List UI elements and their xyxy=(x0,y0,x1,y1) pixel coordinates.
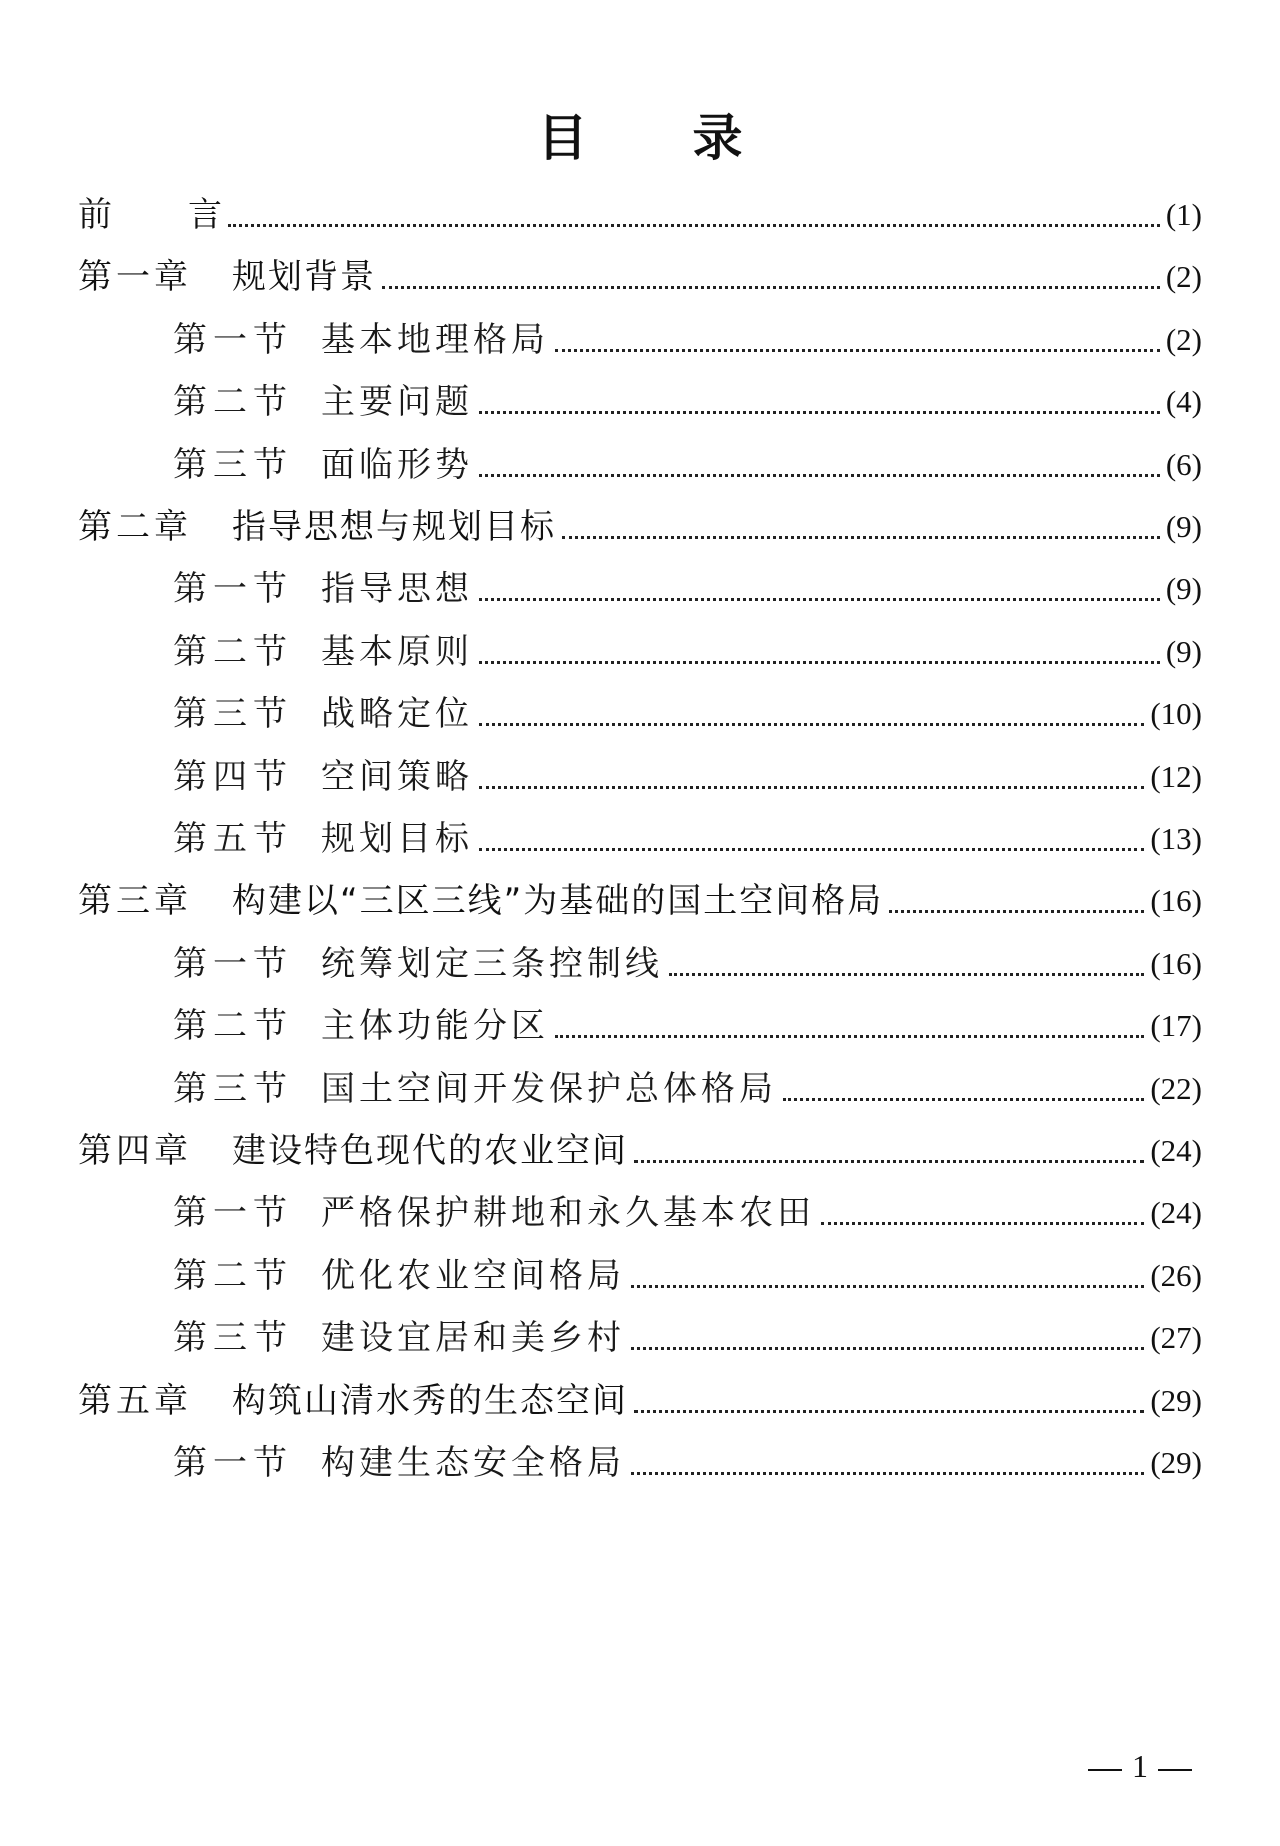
toc-section-row[interactable] xyxy=(173,814,1202,864)
toc-entry-title: 指导思想与规划目标 xyxy=(232,507,556,547)
toc-entry-label xyxy=(173,689,477,739)
toc-page-number: (24) xyxy=(1150,1133,1202,1168)
toc-entry-label xyxy=(78,190,226,240)
toc-entry-title: 面临形势 xyxy=(321,444,473,485)
toc-entry-label xyxy=(173,1438,629,1488)
toc-dot-leader xyxy=(631,1347,1144,1350)
toc-section-row[interactable] xyxy=(173,939,1202,989)
toc-section-row[interactable] xyxy=(173,1438,1202,1488)
toc-entry-title: 主要问题 xyxy=(321,382,473,423)
toc-entry-label xyxy=(173,377,477,427)
toc-dot-leader xyxy=(889,910,1144,913)
toc-dot-leader xyxy=(479,723,1144,726)
footer-dash-left xyxy=(1088,1769,1122,1771)
toc-dot-leader xyxy=(634,1410,1144,1413)
toc-entry-title: 构建以“三区三线”为基础的国土空间格局 xyxy=(232,881,884,922)
toc-section-row[interactable] xyxy=(173,440,1202,490)
toc-entry-label xyxy=(173,1064,781,1114)
toc-dot-leader xyxy=(479,848,1144,851)
toc-chapter-number: 第三章 xyxy=(78,881,192,922)
toc-entry-title: 基本原则 xyxy=(321,631,473,672)
toc-section-number: 第四节 xyxy=(173,756,293,797)
toc-section-number: 第二节 xyxy=(173,1255,293,1296)
toc-page-number: (26) xyxy=(1150,1257,1202,1293)
toc-page-number: (29) xyxy=(1150,1445,1202,1480)
toc-preface-char-1: 前 xyxy=(78,195,112,235)
title-char-1: 目 xyxy=(537,109,588,167)
toc-dot-leader xyxy=(783,1098,1144,1101)
toc-entry-title: 构筑山清水秀的生态空间 xyxy=(232,1380,628,1421)
toc-entry-title: 规划背景 xyxy=(232,257,376,298)
toc-entry-label xyxy=(173,939,667,989)
toc-dot-leader xyxy=(821,1222,1144,1225)
toc-entry-title: 优化农业空间格局 xyxy=(321,1255,625,1296)
footer-page-number: 1 xyxy=(1132,1748,1148,1784)
toc-section-row[interactable] xyxy=(173,1251,1202,1301)
toc-entry-label xyxy=(173,440,477,490)
toc-section-number: 第二节 xyxy=(173,382,293,423)
toc-page-number: (9) xyxy=(1165,571,1202,607)
footer-dash-right xyxy=(1158,1769,1192,1771)
toc-page-number: (16) xyxy=(1150,945,1202,981)
toc-page-number: (12) xyxy=(1150,758,1202,794)
toc-preface-row[interactable] xyxy=(78,190,1202,240)
toc-entry-title: 统筹划定三条控制线 xyxy=(321,943,663,984)
toc-entry-label xyxy=(173,1001,553,1051)
toc-section-number: 第三节 xyxy=(173,1318,293,1359)
toc-dot-leader xyxy=(634,1160,1144,1163)
toc-entry-title: 建设宜居和美乡村 xyxy=(321,1318,625,1359)
toc-chapter-number: 第五章 xyxy=(78,1380,192,1421)
toc-page-number: (17) xyxy=(1150,1008,1202,1044)
toc-section-number: 第一节 xyxy=(173,1193,293,1234)
toc-dot-leader xyxy=(669,973,1144,976)
toc-section-row[interactable] xyxy=(173,377,1202,427)
toc-section-row[interactable] xyxy=(173,1313,1202,1363)
toc-entry-label xyxy=(173,627,477,677)
toc-page-number: (27) xyxy=(1150,1320,1202,1356)
toc-entry-label xyxy=(78,1376,632,1426)
toc-page-number: (9) xyxy=(1165,509,1202,544)
toc-section-row[interactable] xyxy=(173,1001,1202,1051)
toc-entry-label xyxy=(173,1251,629,1301)
toc-entry-label xyxy=(173,1188,819,1238)
toc-page-number: (2) xyxy=(1165,321,1202,357)
toc-dot-leader xyxy=(479,598,1160,601)
toc-page-number: (2) xyxy=(1165,259,1202,295)
toc-entry-title: 建设特色现代的农业空间 xyxy=(232,1131,628,1171)
toc-section-row[interactable] xyxy=(173,1064,1202,1114)
toc-preface-char-2: 言 xyxy=(188,195,222,235)
toc-entry-title: 规划目标 xyxy=(321,819,473,859)
toc-chapter-row[interactable] xyxy=(78,502,1202,552)
toc-section-row[interactable] xyxy=(173,315,1202,365)
title-char-2: 录 xyxy=(692,109,743,167)
toc-dot-leader xyxy=(479,411,1160,414)
toc-chapter-row[interactable] xyxy=(78,1376,1202,1426)
toc-entry-label xyxy=(173,315,553,365)
toc-section-row[interactable] xyxy=(173,752,1202,802)
toc-dot-leader xyxy=(479,786,1144,789)
toc-page-number: (4) xyxy=(1165,384,1202,420)
toc-entry-title: 战略定位 xyxy=(321,694,473,735)
toc-page-number: (24) xyxy=(1150,1195,1202,1231)
toc-section-number: 第三节 xyxy=(173,694,293,735)
toc-section-number: 第二节 xyxy=(173,1006,293,1047)
toc-page-number: (6) xyxy=(1165,446,1202,482)
toc-section-number: 第二节 xyxy=(173,631,293,672)
toc-dot-leader xyxy=(555,349,1160,352)
toc-entry-label xyxy=(173,564,477,614)
toc-page-number: (16) xyxy=(1150,883,1202,919)
page-title xyxy=(0,98,1280,170)
toc-page-number: (22) xyxy=(1150,1070,1202,1106)
toc-dot-leader xyxy=(631,1285,1144,1288)
toc-section-number: 第一节 xyxy=(173,943,293,984)
toc-entry-label xyxy=(173,1313,629,1363)
toc-section-row[interactable] xyxy=(173,627,1202,677)
toc-section-number: 第三节 xyxy=(173,444,293,485)
toc-section-number: 第一节 xyxy=(173,319,293,360)
toc-dot-leader xyxy=(479,661,1160,664)
toc-chapter-number: 第二章 xyxy=(78,507,192,547)
toc-section-number: 第一节 xyxy=(173,1443,293,1483)
toc-entry-label xyxy=(78,1126,632,1176)
toc-entry-title: 基本地理格局 xyxy=(321,319,549,360)
toc-entry-label xyxy=(78,502,560,552)
toc-section-row[interactable] xyxy=(173,564,1202,614)
toc-dot-leader xyxy=(555,1035,1144,1038)
toc-section-number: 第一节 xyxy=(173,569,293,610)
toc-page-number: (29) xyxy=(1150,1382,1202,1418)
toc-dot-leader xyxy=(562,536,1160,539)
toc-dot-leader xyxy=(631,1472,1144,1475)
toc-entry-title: 国土空间开发保护总体格局 xyxy=(321,1068,777,1109)
toc-entry-title: 主体功能分区 xyxy=(321,1006,549,1047)
toc-entry-label xyxy=(173,752,477,802)
toc-chapter-row[interactable] xyxy=(78,252,1202,302)
toc-chapter-number: 第一章 xyxy=(78,257,192,298)
toc-entry-title: 严格保护耕地和永久基本农田 xyxy=(321,1193,815,1234)
toc-page-number: (13) xyxy=(1150,821,1202,856)
toc-chapter-number: 第四章 xyxy=(78,1131,192,1171)
toc-page-number: (9) xyxy=(1165,633,1202,669)
toc-chapter-row[interactable] xyxy=(78,1126,1202,1176)
toc-section-row[interactable] xyxy=(173,689,1202,739)
toc-page-number: (10) xyxy=(1150,696,1202,732)
toc-entry-label xyxy=(173,814,477,864)
toc-dot-leader xyxy=(228,224,1160,227)
toc-chapter-row[interactable] xyxy=(78,876,1202,926)
page-footer xyxy=(1078,1748,1202,1785)
toc-dot-leader xyxy=(382,286,1160,289)
toc-section-number: 第五节 xyxy=(173,819,293,859)
toc-entry-title: 指导思想 xyxy=(321,569,473,610)
toc-dot-leader xyxy=(479,474,1160,477)
toc-entry-label xyxy=(78,252,380,302)
toc-entry-title: 空间策略 xyxy=(321,756,473,797)
toc-section-number: 第三节 xyxy=(173,1068,293,1109)
toc-entry-label xyxy=(78,876,887,926)
toc-page-number: (1) xyxy=(1165,197,1202,232)
toc-section-row[interactable] xyxy=(173,1188,1202,1238)
toc-entry-title: 构建生态安全格局 xyxy=(321,1443,625,1483)
